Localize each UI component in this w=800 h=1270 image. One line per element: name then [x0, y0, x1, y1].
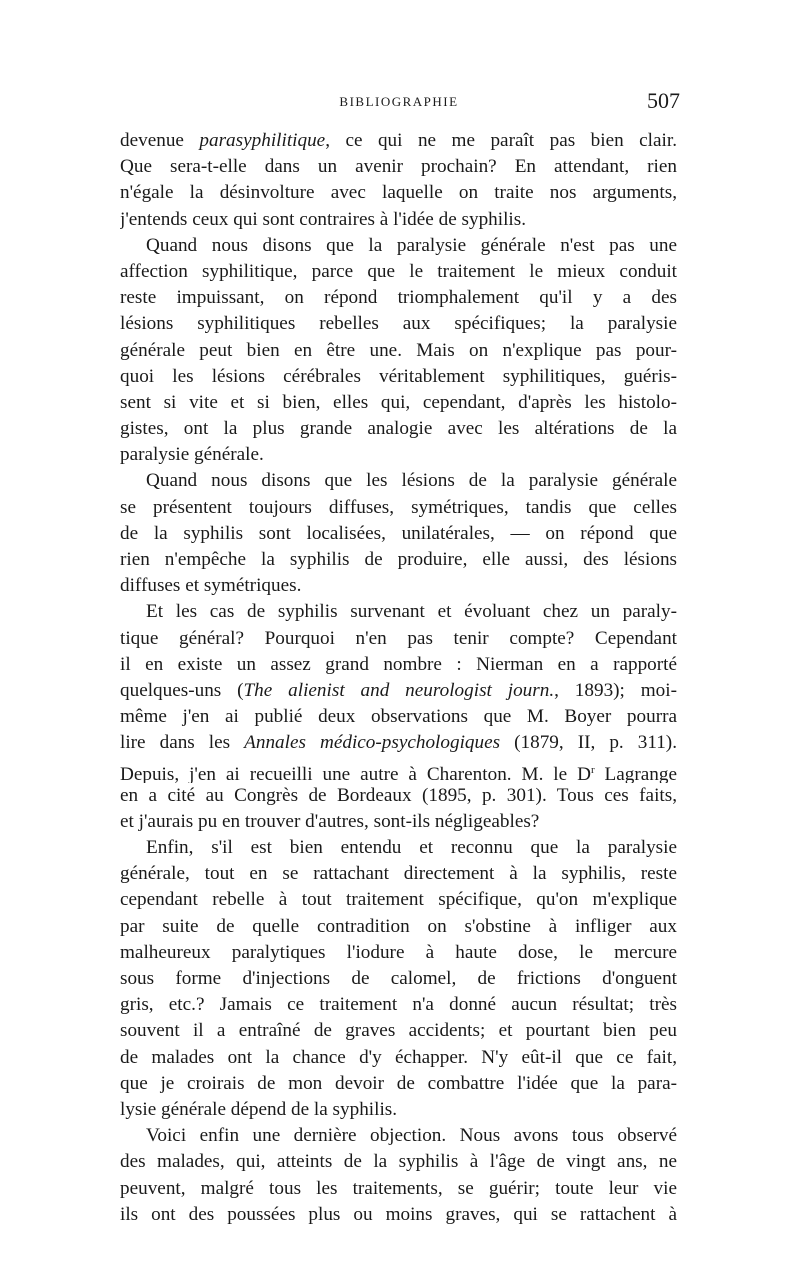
italic-journal-title: Annales médico-psychologiques	[244, 732, 501, 754]
body-text	[120, 128, 677, 1228]
text-line: des malades, qui, atteints de la syphilis à l'âge de vingt ans, ne	[120, 1151, 677, 1173]
text-line: générale peut bien en être une. Mais on n'explique pas pour-	[120, 339, 677, 361]
text-line: souvent il a entraîné de graves accidents; et pourtant bien peu	[120, 1020, 677, 1042]
text-line: tique général? Pourquoi n'en pas tenir compte? Cependant	[120, 627, 677, 649]
superscript: r	[590, 763, 595, 776]
text-line: reste impuissant, on répond triomphalement qu'il y a des	[120, 287, 677, 309]
text-line: se présentent toujours diffuses, symétriques, tandis que celles	[120, 496, 677, 518]
text-line: malheureux paralytiques l'iodure à haute dose, le mercure	[120, 941, 677, 963]
text-line: gris, etc.? Jamais ce traitement n'a donné aucun résultat; très	[120, 994, 677, 1016]
paragraph-start: Quand nous disons que la paralysie générale n'est pas une	[146, 234, 677, 256]
text-line: rien n'empêche la syphilis de produire, elle aussi, des lésions	[120, 549, 677, 570]
text-line: affection syphilitique, parce que le traitement le mieux conduit	[120, 260, 677, 282]
running-head	[118, 88, 680, 120]
text-line: paralysie générale.	[120, 444, 264, 466]
text-line: lésions syphilitiques rebelles aux spécifiques; la paralysie	[120, 313, 677, 335]
text-line: j'entends ceux qui sont contraires à l'idée de syphilis.	[120, 208, 527, 230]
text-line: que je croirais de mon devoir de combattre l'idée que la para-	[120, 1072, 677, 1094]
text-line: il en existe un assez grand nombre : Nierman en a rapporté	[120, 653, 677, 675]
text-line: par suite de quelle contradition on s'obstine à infliger aux	[120, 915, 677, 937]
text-line: générale, tout en se rattachant directement à la syphilis, reste	[120, 863, 677, 885]
text-line: et j'aurais pu en trouver d'autres, sont-ils négligeables?	[120, 810, 540, 832]
italic-journal-title: The alienist and neurologist journ.	[243, 679, 555, 701]
paragraph-start: Voici enfin une dernière objection. Nous avons tous observé	[146, 1125, 677, 1147]
text-line: sent si vite et si bien, elles qui, cependant, d'après les histolo-	[120, 391, 677, 413]
text-line: quoi les lésions cérébrales véritablement syphilitiques, guéris-	[120, 365, 677, 387]
paragraph-start: Quand nous disons que les lésions de la paralysie générale	[146, 470, 677, 492]
italic-term: parasyphilitique	[199, 130, 326, 151]
text-line: n'égale la désinvolture avec laquelle on traite nos arguments,	[120, 182, 677, 204]
paragraph-start: Enfin, s'il est bien entendu et reconnu que la paralysie	[146, 837, 677, 859]
text-line: gistes, ont la plus grande analogie avec les altérations de la	[120, 418, 677, 440]
text-line: lysie générale dépend de la syphilis.	[120, 1098, 398, 1120]
text-line: en a cité au Congrès de Bordeaux (1895, p. 301). Tous ces faits,	[120, 784, 677, 806]
text-line: diffuses et symétriques.	[120, 575, 302, 597]
text-line: de malades ont la chance d'y échapper. N'y eût-il que ce fait,	[120, 1046, 677, 1068]
paragraph-start: Et les cas de syphilis survenant et évoluant chez un paraly-	[146, 601, 677, 623]
text-line: Depuis, j'en ai recueilli une autre à Charenton. M. le $D^r$ Lagrange	[120, 763, 677, 783]
text-line: de la syphilis sont localisées, unilatérales, — on répond que	[120, 522, 677, 544]
page-number: 507	[647, 88, 680, 113]
text-line: même j'en ai publié deux observations que M. Boyer pourra	[120, 706, 677, 728]
text-line: cependant rebelle à tout traitement spécifique, qu'on m'explique	[120, 889, 677, 911]
text-line: peuvent, malgré tous les traitements, se guérir; toute leur vie	[120, 1177, 677, 1199]
text-line: sous forme d'injections de calomel, de frictions d'onguent	[120, 968, 677, 989]
text-line: Que sera-t-elle dans un avenir prochain? En attendant, rien	[120, 156, 677, 178]
text-line: devenue parasyphilitique, ce qui ne me paraît pas bien clair.	[120, 130, 677, 151]
running-title: BIBLIOGRAPHIE	[339, 94, 459, 109]
text-line: quelques-uns (The alienist and neurologist journ., 1893); moi-	[120, 679, 677, 701]
text-line: ils ont des poussées plus ou moins graves, qui se rattachent à	[120, 1203, 677, 1225]
text-line: lire dans les Annales médico-psychologiques (1879, II, p. 311).	[120, 732, 677, 754]
